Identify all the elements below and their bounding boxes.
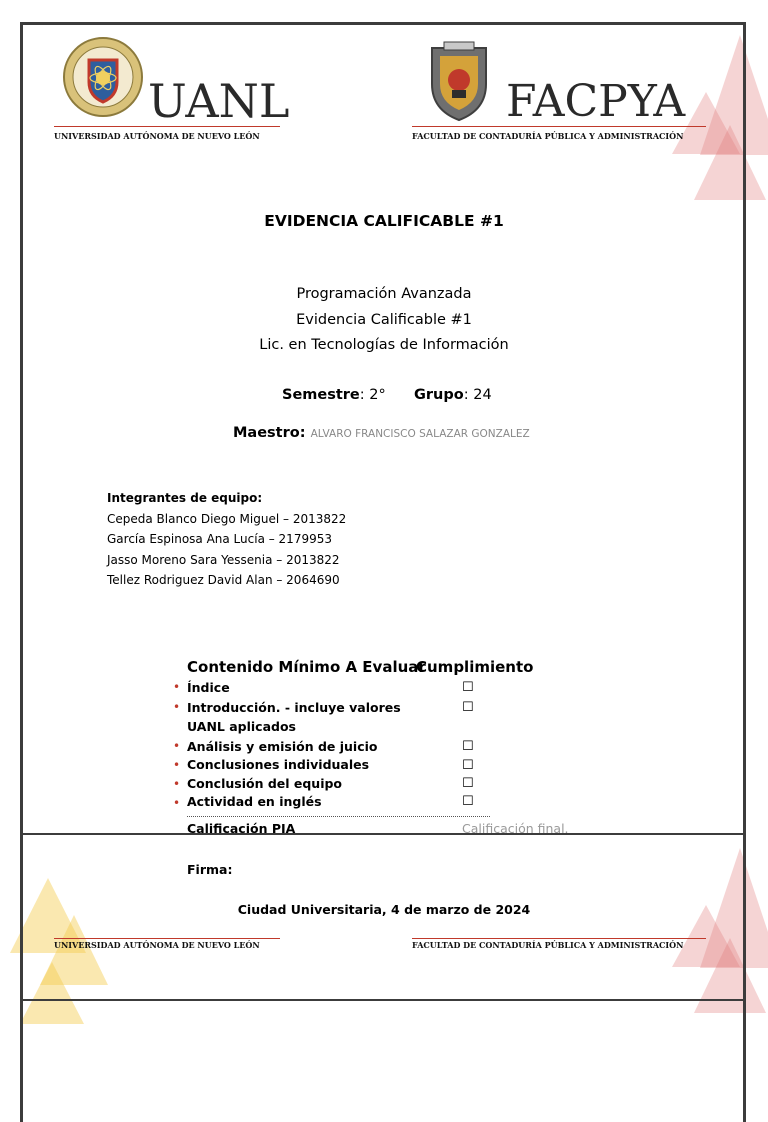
page-bottom-line	[20, 999, 746, 1001]
checkbox-introduccion[interactable]: ☐	[462, 700, 474, 715]
eval-item-conclusiones: Conclusiones individuales	[187, 757, 370, 772]
eval-col-content-header: Contenido Mínimo A Evaluar	[187, 658, 426, 676]
footer-red-rule-left	[54, 938, 280, 939]
grade-input[interactable]: Calificación final.	[462, 821, 569, 836]
checkbox-analisis[interactable]: ☐	[462, 739, 474, 754]
eval-item-conclusion-equipo: Conclusión del equipo	[187, 776, 343, 791]
team-member: García Espinosa Ana Lucía – 2179953	[107, 532, 332, 546]
page-break-line	[20, 833, 746, 835]
place-date: Ciudad Universitaria, 4 de marzo de 2024	[237, 902, 531, 917]
signature-label: Firma:	[187, 862, 233, 877]
checkbox-conclusiones[interactable]: ☐	[462, 758, 474, 773]
maestro-field	[233, 422, 530, 441]
semestre-value: : 2°	[359, 387, 386, 403]
maestro-label: Maestro:	[233, 425, 306, 441]
checkbox-conclusion-equipo[interactable]: ☐	[462, 776, 474, 791]
uanl-logo-text: UANL	[148, 74, 290, 128]
eval-item-actividad-ingles: Actividad en inglés	[187, 794, 322, 809]
footer-uanl-subtitle: UNIVERSIDAD AUTÓNOMA DE NUEVO LEÓN	[54, 940, 260, 950]
team-heading: Integrantes de equipo:	[107, 491, 263, 505]
bullet-icon: •	[173, 758, 181, 772]
bullet-icon: •	[173, 739, 181, 753]
header-red-rule-left	[54, 126, 280, 127]
checkbox-indice[interactable]: ☐	[462, 680, 474, 695]
semestre-field	[282, 387, 386, 403]
bullet-icon: •	[173, 700, 181, 714]
subject-line-course: Programación Avanzada	[296, 286, 472, 302]
bullet-icon: •	[173, 796, 181, 810]
team-member: Jasso Moreno Sara Yessenia – 2013822	[107, 552, 340, 567]
eval-item-introduccion: Introducción. - incluye valores	[187, 700, 401, 715]
eval-col-compliance-header: Cumplimiento	[416, 658, 534, 676]
semestre-label: Semestre	[282, 387, 360, 403]
bullet-icon: •	[173, 680, 181, 694]
grupo-field	[414, 387, 492, 403]
subject-line-evidence: Evidencia Calificable #1	[296, 312, 472, 328]
grupo-value: : 24	[463, 387, 492, 403]
subject-line-degree: Lic. en Tecnologías de Información	[259, 337, 509, 353]
eval-item-analisis: Análisis y emisión de juicio	[187, 739, 378, 754]
uanl-seal-logo	[62, 36, 144, 118]
footer-facpya-subtitle: FACULTAD DE CONTADURÍA PÚBLICA Y ADMINISTRACIÓN	[412, 940, 684, 950]
grade-separator	[187, 816, 490, 817]
team-list	[107, 488, 346, 591]
bullet-icon: •	[173, 777, 181, 791]
uanl-subtitle: UNIVERSIDAD AUTÓNOMA DE NUEVO LEÓN	[54, 131, 260, 141]
team-member: Tellez Rodriguez David Alan – 2064690	[107, 573, 340, 587]
facpya-subtitle: FACULTAD DE CONTADURÍA PÚBLICA Y ADMINISTRACIÓN	[412, 131, 684, 141]
document-title: EVIDENCIA CALIFICABLE #1	[264, 212, 504, 230]
grade-label: Calificación PIA	[187, 821, 296, 836]
facpya-shield-logo	[424, 40, 494, 122]
grupo-label: Grupo	[414, 387, 464, 403]
footer-red-rule-right	[412, 938, 706, 939]
eval-item-introduccion-cont: UANL aplicados	[187, 719, 296, 734]
checkbox-actividad-ingles[interactable]: ☐	[462, 794, 474, 809]
header-red-rule-right	[412, 126, 706, 127]
maestro-value: ALVARO FRANCISCO SALAZAR GONZALEZ	[310, 428, 530, 440]
eval-item-indice: Índice	[187, 680, 230, 695]
facpya-logo-text: FACPYA	[506, 76, 686, 127]
team-member: Cepeda Blanco Diego Miguel – 2013822	[107, 511, 347, 526]
